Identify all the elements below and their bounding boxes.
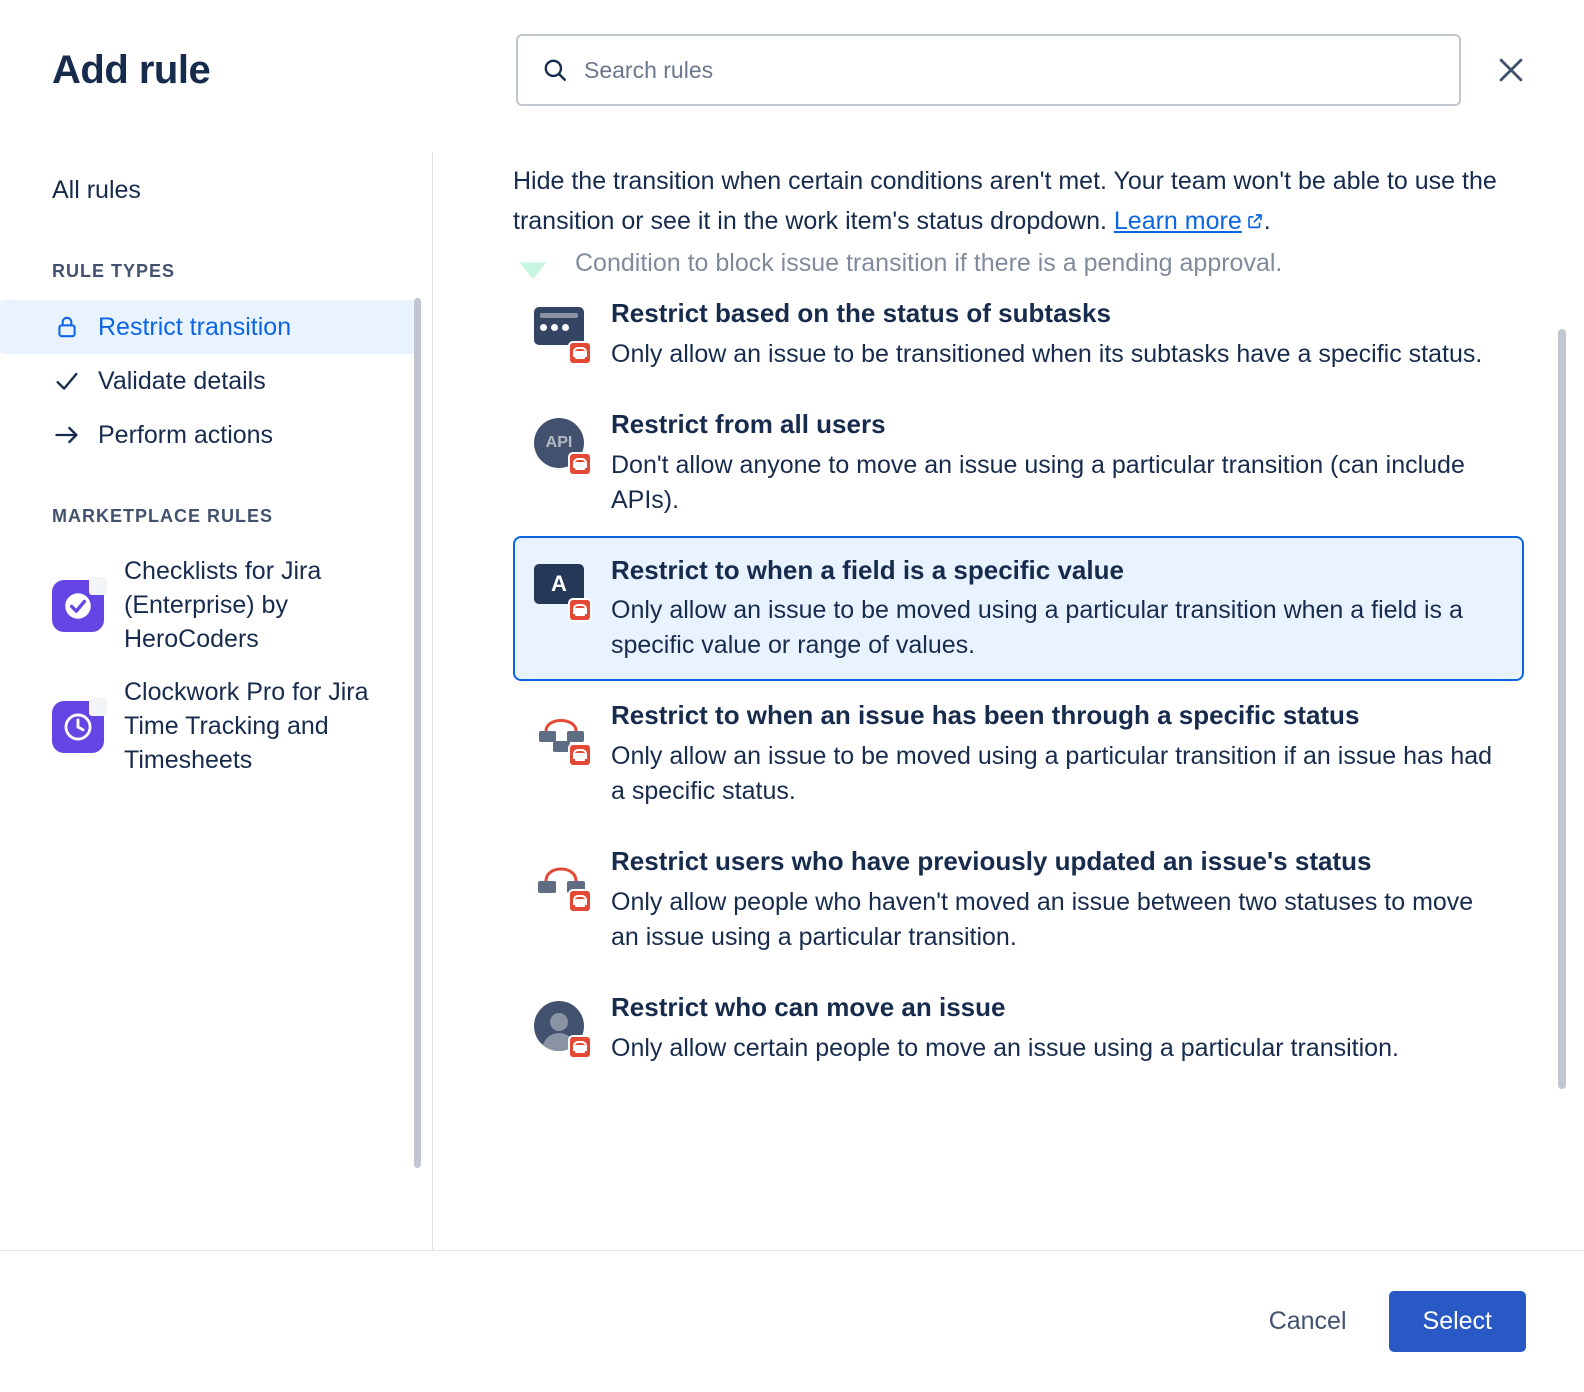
- rule-title: Restrict who can move an issue: [611, 991, 1006, 1022]
- rule-description: Only allow an issue to be transitioned when its subtasks have a specific status.: [611, 339, 1483, 368]
- sidebar-item-all-rules[interactable]: [0, 164, 418, 217]
- lock-icon: [52, 312, 82, 342]
- search-input[interactable]: [582, 56, 1441, 85]
- cancel-button[interactable]: Cancel: [1241, 1291, 1375, 1352]
- select-button[interactable]: Select: [1389, 1291, 1526, 1352]
- sidebar-item-restrict-transition[interactable]: [0, 300, 418, 354]
- partial-list-item[interactable]: [513, 249, 1524, 279]
- sidebar-item-label: All rules: [52, 176, 141, 204]
- partial-list-item-text: Condition to block issue transition if there is a pending approval.: [575, 249, 1283, 277]
- rule-title: Restrict to when a field is a specific value: [611, 554, 1124, 585]
- app-badge: [89, 698, 107, 716]
- sidebar-item-label: Validate details: [98, 366, 266, 395]
- search-box[interactable]: [516, 34, 1461, 106]
- rule-description: Don't allow anyone to move an issue using a particular transition (can include APIs).: [611, 450, 1465, 514]
- lock-badge-icon: [568, 1035, 592, 1059]
- app-badge: [89, 577, 107, 595]
- sidebar-item-label: Checklists for Jira (Enterprise) by HeroCoders: [124, 557, 322, 653]
- rule-option-restrict-who-can-move[interactable]: [513, 973, 1524, 1084]
- panel-description-text: Hide the transition when certain conditions aren't met. Your team won't be able to use the transition or see it in the work item's status dropdown.: [513, 167, 1497, 235]
- rule-title: Restrict from all users: [611, 408, 886, 439]
- sidebar-item-validate-details[interactable]: [0, 354, 418, 408]
- check-icon: [52, 366, 82, 396]
- arrow-right-icon: [52, 420, 82, 450]
- sidebar-scrollbar[interactable]: [414, 298, 421, 1168]
- person-lock-icon: [533, 991, 589, 1055]
- rules-list-scrollbar[interactable]: [1558, 329, 1566, 1089]
- api-avatar-lock-icon: [533, 408, 589, 472]
- field-shape: A: [534, 564, 584, 604]
- lock-badge-icon: [568, 341, 592, 365]
- close-icon[interactable]: [1485, 44, 1537, 96]
- rule-title: Restrict to when an issue has been through a specific status: [611, 700, 1360, 731]
- lock-badge-icon: [568, 889, 592, 913]
- search-container: [516, 34, 1461, 106]
- rule-description: Only allow an issue to be moved using a particular transition when a field is a specific value or range of values.: [611, 596, 1463, 660]
- sidebar-item-clockwork-pro[interactable]: [0, 666, 432, 787]
- approval-icon: [513, 249, 553, 279]
- lock-badge-icon: [568, 598, 592, 622]
- sidebar-item-label: Clockwork Pro for Jira Time Tracking and Timesheets: [124, 678, 369, 774]
- page-title: Add rule: [52, 48, 211, 92]
- sidebar: [0, 148, 432, 1250]
- status-loop-lock-icon: [533, 845, 589, 909]
- rule-option-restrict-field-specific-value[interactable]: [513, 536, 1524, 682]
- card-shape: [534, 307, 584, 345]
- checklists-app-icon: [52, 580, 104, 632]
- rule-description: Only allow certain people to move an issue using a particular transition.: [611, 1033, 1399, 1062]
- rule-title: Restrict users who have previously updated an issue's status: [611, 846, 1372, 877]
- sidebar-item-perform-actions[interactable]: [0, 408, 418, 462]
- sidebar-heading-marketplace: MARKETPLACE RULES: [52, 506, 274, 526]
- field-value-lock-icon: [533, 554, 589, 618]
- rule-description: Only allow an issue to be moved using a particular transition if an issue has had a specific status.: [611, 742, 1493, 806]
- sidebar-item-label: Perform actions: [98, 420, 274, 449]
- panel-description-suffix: .: [1263, 206, 1271, 235]
- dialog-footer: [0, 1250, 1584, 1392]
- rule-option-restrict-based-on-subtasks[interactable]: [513, 279, 1524, 390]
- panel-description: [433, 148, 1584, 249]
- rule-description: Only allow people who haven't moved an issue between two statuses to move an issue using a particular transition.: [611, 887, 1474, 951]
- clockwork-app-icon: [52, 701, 104, 753]
- search-icon: [542, 57, 568, 83]
- rule-option-restrict-from-all-users[interactable]: [513, 390, 1524, 536]
- subtask-card-lock-icon: [533, 297, 589, 361]
- external-link-icon: [1246, 203, 1264, 221]
- sidebar-heading-rule-types: RULE TYPES: [52, 261, 176, 281]
- rule-option-restrict-through-specific-status[interactable]: [513, 681, 1524, 827]
- rule-option-restrict-previous-updaters[interactable]: [513, 827, 1524, 973]
- learn-more-link[interactable]: Learn more: [1113, 206, 1242, 235]
- rules-list: [433, 249, 1584, 1250]
- sidebar-item-label: Restrict transition: [98, 312, 292, 341]
- rule-title: Restrict based on the status of subtasks: [611, 298, 1111, 328]
- sidebar-item-checklists-for-jira[interactable]: [0, 545, 432, 666]
- lock-badge-icon: [568, 452, 592, 476]
- dialog-body: [0, 148, 1584, 1250]
- dialog-header: [0, 0, 1584, 148]
- lock-badge-icon: [568, 743, 592, 767]
- api-badge-text: API: [545, 433, 573, 451]
- rules-panel: [433, 148, 1584, 1250]
- status-flow-lock-icon: [533, 699, 589, 763]
